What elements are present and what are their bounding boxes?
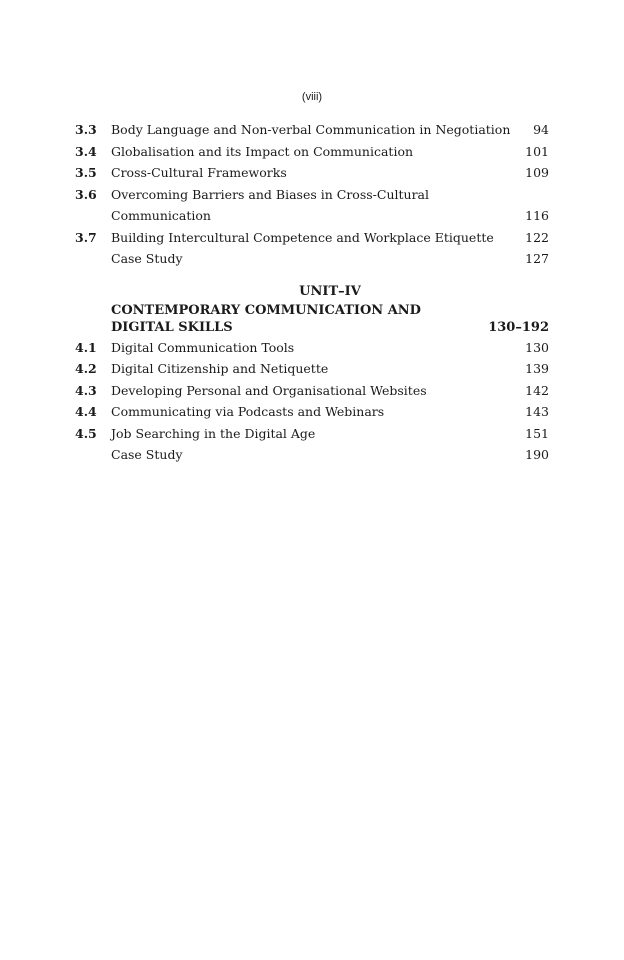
unit-page-range: 130–192: [488, 319, 549, 335]
entry-number: 3.3: [75, 122, 97, 137]
toc-entry-case-study-4[interactable]: [75, 444, 549, 466]
entry-page: 142: [525, 382, 549, 398]
entry-title: Communication: [111, 208, 211, 223]
entry-title: Digital Communication Tools: [111, 339, 295, 355]
unit-title[interactable]: [75, 302, 549, 336]
toc-entry-3-3[interactable]: [75, 119, 549, 141]
toc-entry-4-2[interactable]: [75, 358, 549, 380]
toc-entry-4-5[interactable]: [75, 423, 549, 445]
toc-entry-4-3[interactable]: [75, 380, 549, 402]
table-of-contents: [75, 119, 549, 466]
entry-page: 109: [525, 165, 549, 180]
entry-page: 139: [525, 361, 549, 376]
entry-title: Body Language and Non-verbal Communication in Negotiation: [111, 122, 511, 137]
toc-entry-3-5[interactable]: [75, 162, 549, 184]
entry-number: 4.3: [75, 382, 97, 398]
unit-title-line-1: CONTEMPORARY COMMUNICATION AND: [111, 302, 421, 318]
entry-number: 4.5: [75, 425, 97, 441]
entry-title: Job Searching in the Digital Age: [111, 425, 316, 441]
page-number: (viii): [301, 91, 323, 103]
entry-number: 4.4: [75, 404, 97, 419]
entry-title: Digital Citizenship and Netiquette: [111, 361, 329, 376]
entry-number: 4.1: [75, 339, 97, 355]
entry-number: 4.2: [75, 361, 97, 376]
toc-entry-case-study-3[interactable]: [75, 248, 549, 270]
entry-page: 101: [525, 143, 549, 159]
entry-page: 151: [525, 425, 549, 441]
unit-heading: UNIT–IV: [299, 283, 361, 299]
entry-page: 116: [525, 208, 549, 223]
entry-title: Communicating via Podcasts and Webinars: [111, 404, 385, 419]
unit-title-line-2: DIGITAL SKILLS: [111, 319, 233, 335]
entry-page: 143: [525, 404, 549, 419]
toc-entry-3-6-continued[interactable]: [75, 205, 549, 227]
entry-title: Developing Personal and Organisational Websites: [111, 382, 427, 398]
entry-number: 3.7: [75, 229, 97, 245]
entry-page: 190: [525, 447, 549, 462]
entry-page: 94: [533, 122, 549, 137]
toc-entry-3-4[interactable]: [75, 141, 549, 163]
toc-entry-3-6[interactable]: [75, 184, 549, 206]
entry-title: Overcoming Barriers and Biases in Cross-Cultural: [111, 186, 429, 202]
entry-number: 3.5: [75, 165, 97, 180]
toc-entry-3-7[interactable]: [75, 227, 549, 249]
toc-entry-4-1[interactable]: [75, 337, 549, 359]
entry-page: 130: [525, 339, 549, 355]
toc-entry-4-4[interactable]: [75, 401, 549, 423]
entry-title: Building Intercultural Competence and Workplace Etiquette: [111, 229, 494, 245]
entry-number: 3.4: [75, 143, 97, 159]
entry-page: 127: [525, 251, 549, 266]
entry-number: 3.6: [75, 186, 97, 202]
entry-page: 122: [525, 229, 549, 245]
entry-title: Case Study: [111, 447, 183, 462]
entry-title: Cross-Cultural Frameworks: [111, 165, 287, 180]
entry-title: Globalisation and its Impact on Communication: [111, 143, 414, 159]
entry-title: Case Study: [111, 251, 183, 266]
